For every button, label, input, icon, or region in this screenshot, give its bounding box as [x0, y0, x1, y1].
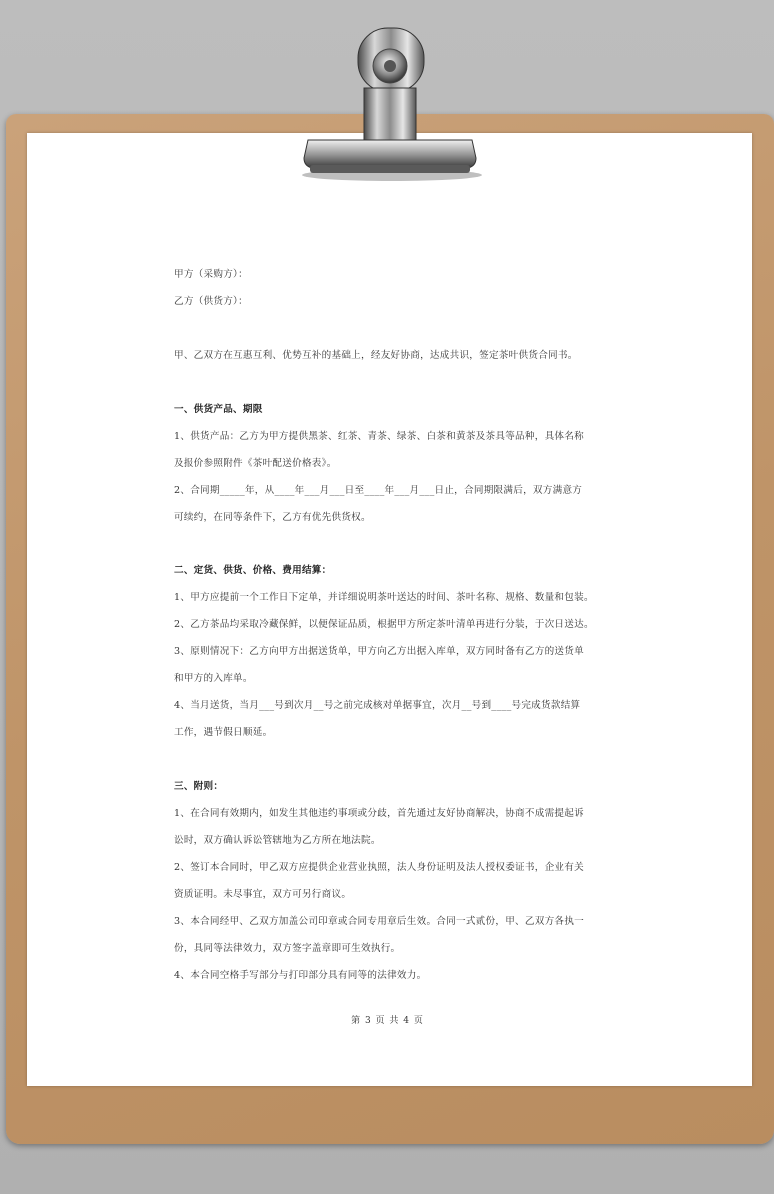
- party-a-line: 甲方（采购方）：: [174, 269, 248, 280]
- paragraph-line: 可续约，在同等条件下，乙方有优先供货权。: [174, 512, 371, 523]
- section-heading: 三、附则：: [174, 781, 224, 792]
- paragraph-line: 讼时，双方确认诉讼管辖地为乙方所在地法院。: [174, 835, 381, 846]
- paragraph-line: 4、当月送货，当月___号到次月__号之前完成核对单据事宜，次月__号到____号完成货款结算: [174, 700, 581, 711]
- paragraph-line: 2、合同期_____年，从____年___月___日至____年___月___日止，合同期限满后，双方满意方: [174, 485, 583, 496]
- paragraph-line: 1、甲方应提前一个工作日下定单，并详细说明茶叶送达的时间、茶叶名称、规格、数量和包装。: [174, 592, 594, 603]
- paragraph-line: 2、乙方茶品均采取冷藏保鲜，以便保证品质，根据甲方所定茶叶清单再进行分装，于次日送达。: [174, 619, 594, 630]
- paragraph-line: 和甲方的入库单。: [174, 673, 253, 684]
- paragraph-line: 工作，遇节假日顺延。: [174, 727, 273, 738]
- party-b-line: 乙方（供货方）：: [174, 296, 248, 307]
- paragraph-line: 份，具同等法律效力，双方签字盖章即可生效执行。: [174, 943, 401, 954]
- paragraph-line: 4、本合同空格手写部分与打印部分具有同等的法律效力。: [174, 970, 427, 981]
- paragraph-line: 3、本合同经甲、乙双方加盖公司印章或合同专用章后生效。合同一式贰份，甲、乙双方各执一: [174, 916, 584, 927]
- paragraph-line: 资质证明。未尽事宜，双方可另行商议。: [174, 889, 352, 900]
- paragraph-line: 3、原则情况下：乙方向甲方出据送货单，甲方向乙方出据入库单，双方同时备有乙方的送货单: [174, 646, 584, 657]
- page-number: 第 3 页 共 4 页: [351, 1016, 423, 1026]
- section-heading: 二、定货、供货、价格、费用结算：: [174, 565, 332, 576]
- paragraph-line: 1、在合同有效期内，如发生其他违约事项或分歧，首先通过友好协商解决，协商不成需提起诉: [174, 808, 584, 819]
- intro-paragraph: 甲、乙双方在互惠互利、优势互补的基础上，经友好协商，达成共识，签定茶叶供货合同书。: [174, 350, 578, 361]
- paragraph-line: 及报价参照附件《茶叶配送价格表》。: [174, 458, 337, 469]
- paragraph-line: 2、签订本合同时，甲乙双方应提供企业营业执照，法人身份证明及法人授权委证书，企业有关: [174, 862, 584, 873]
- paragraph-line: 1、供货产品：乙方为甲方提供黑茶、红茶、青茶、绿茶、白茶和黄茶及茶具等品种，具体名称: [174, 431, 584, 442]
- section-heading: 一、供货产品、期限: [174, 404, 263, 415]
